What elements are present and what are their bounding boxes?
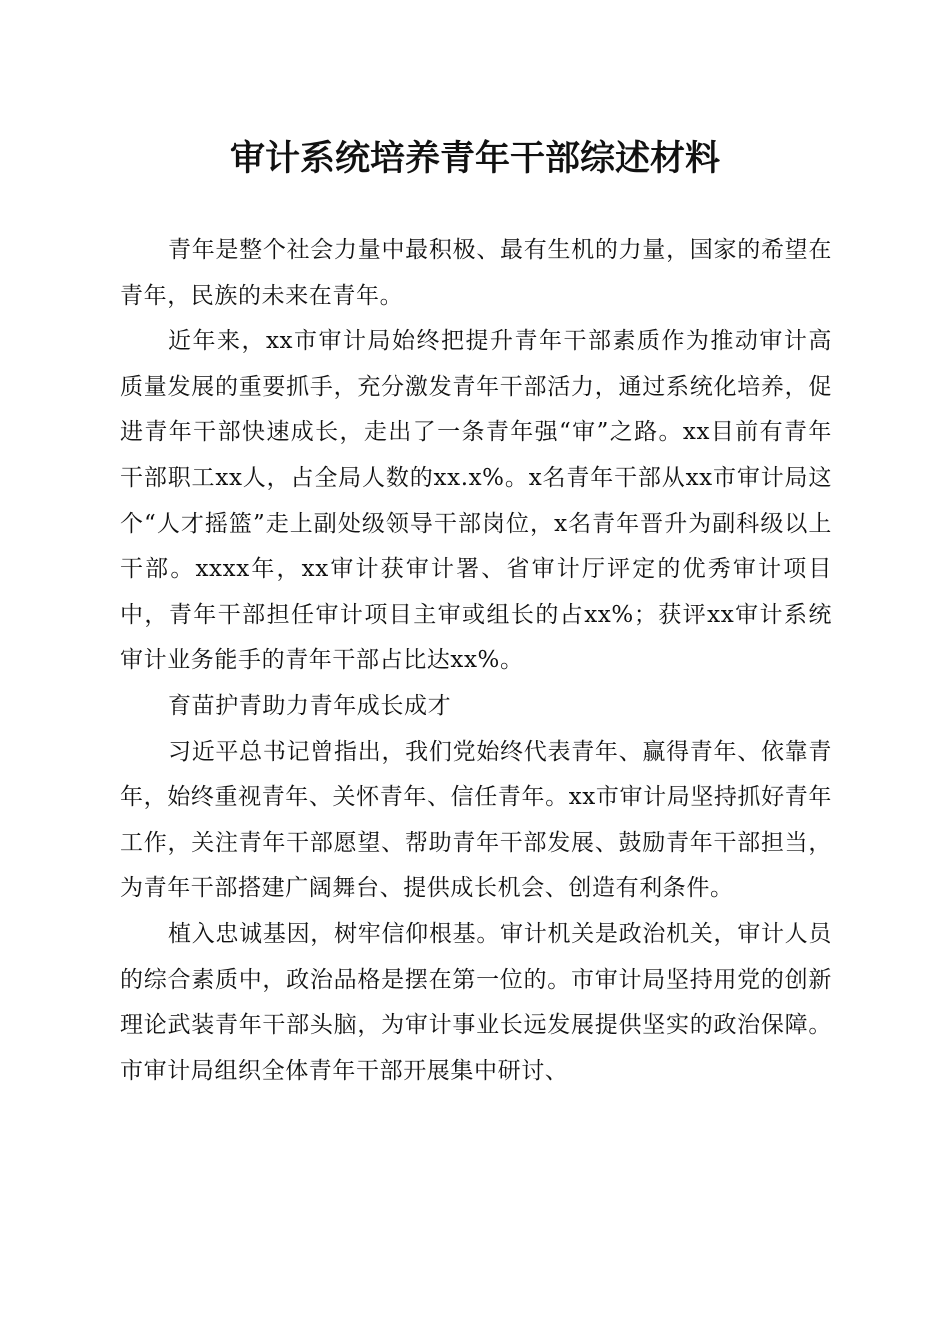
section-heading: 育苗护青助力青年成长成才 xyxy=(168,692,452,719)
document-body xyxy=(120,228,832,1094)
paragraph-xi-quote: 习近平总书记曾指出，我们党始终代表青年、赢得青年、依靠青年，始终重视青年、关怀青年、信任青年。xx市审计局坚持抓好青年工作，关注青年干部愿望、帮助青年干部发展、鼓励青年干部担当，为青年干部搭建广阔舞台、提供成长机会、创造有利条件。 xyxy=(120,738,832,902)
paragraph-overview: 近年来，xx市审计局始终把提升青年干部素质作为推动审计高质量发展的重要抓手，充分激发青年干部活力，通过系统化培养，促进青年干部快速成长，走出了一条青年强“审”之路。xx目前有青年干部职工xx人，占全局人数的xx.x%。x名青年干部从xx市审计局这个“人才摇篮”走上副处级领导干部岗位，x名青年晋升为副科级以上干部。xxxx年，xx审计获审计署、省审计厅评定的优秀审计项目中，青年干部担任审计项目主审或组长的占xx%；获评xx审计系统审计业务能手的青年干部占比达xx%。 xyxy=(120,328,832,674)
paragraph-intro: 青年是整个社会力量中最积极、最有生机的力量，国家的希望在青年，民族的未来在青年。 xyxy=(120,237,832,309)
document-title: 审计系统培养青年干部综述材料 xyxy=(229,139,720,179)
paragraph-loyalty: 植入忠诚基因，树牢信仰根基。审计机关是政治机关，审计人员的综合素质中，政治品格是摆在第一位的。市审计局坚持用党的创新理论武装青年干部头脑，为审计事业长远发展提供坚实的政治保障。市审计局组织全体青年干部开展集中研讨、 xyxy=(120,920,832,1084)
